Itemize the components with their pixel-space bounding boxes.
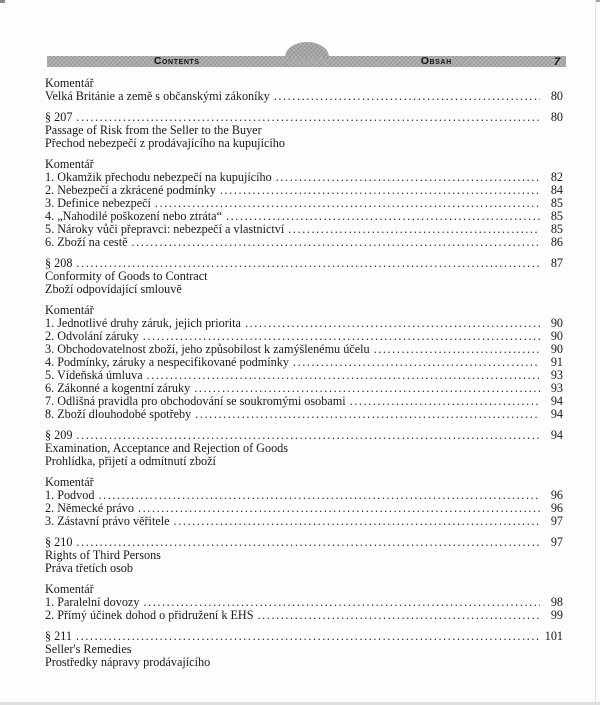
- entry-label: 3. Obchodovatelnost zboží, jeho způsobilost k zamýšlenému účelu: [45, 342, 370, 356]
- page-ref: 82: [550, 170, 563, 184]
- entry-label: § 208: [45, 256, 73, 270]
- page-ref: 85: [550, 222, 563, 236]
- entry-label: Velká Británie a země s občanskými zákoníky: [45, 89, 270, 103]
- page-ref: 98: [550, 595, 563, 609]
- entry-label: 2. Odvolání záruky: [45, 329, 139, 343]
- toc: [45, 77, 563, 669]
- header-left-half: [47, 56, 307, 67]
- page-ref: 85: [550, 196, 563, 210]
- dot-leader: [76, 630, 540, 643]
- toc-section: [45, 429, 563, 468]
- dot-leader: [276, 171, 540, 184]
- dot-leader: [174, 515, 540, 528]
- section-title-cs: Zboží odpovídající smlouvě: [45, 282, 182, 296]
- page-ref: 96: [550, 501, 563, 515]
- entry-label: 1. Podvod: [45, 488, 95, 502]
- dot-leader: [293, 356, 540, 369]
- entry-label: § 209: [45, 428, 73, 442]
- header-contents-label: Contents: [153, 55, 200, 68]
- toc-komentar: [45, 77, 563, 103]
- entry-label: 2. Přímý účinek dohod o přidružení k EHS: [45, 608, 254, 622]
- entry-label: 2. Německé právo: [45, 501, 134, 515]
- dot-leader: [132, 236, 540, 249]
- entry-label: 1. Jednotlivé druhy záruk, jejich priorita: [45, 316, 241, 330]
- scan-corner-mark: [0, 0, 5, 3]
- entry-label: 3. Zástavní právo věřitele: [45, 514, 170, 528]
- entry-label: 5. Nároky vůči přepravci: nebezpečí a vlastnictví: [45, 222, 285, 236]
- page-ref: 80: [550, 110, 563, 124]
- toc-komentar: [45, 158, 563, 249]
- toc-item-row: [45, 515, 563, 528]
- entry-label: 6. Zákonné a kogentní záruky: [45, 381, 191, 395]
- scan-corner-mark: [596, 0, 600, 2]
- toc-item-row: [45, 90, 563, 103]
- komentar-heading: Komentář: [45, 157, 94, 171]
- komentar-heading: Komentář: [45, 76, 94, 90]
- toc-komentar: [45, 304, 563, 421]
- dot-leader: [98, 489, 540, 502]
- page-ref: 90: [550, 342, 563, 356]
- entry-label: 2. Nebezpečí a zkrácené podmínky: [45, 183, 216, 197]
- page-ref: 93: [550, 381, 563, 395]
- toc-section: [45, 111, 563, 150]
- page-ref: 87: [550, 256, 563, 270]
- page-ref: 90: [550, 316, 563, 330]
- dot-leader: [374, 343, 540, 356]
- page-ref: 91: [550, 355, 563, 369]
- page-ref: 94: [550, 394, 563, 408]
- page-ref: 94: [550, 407, 563, 421]
- dot-leader: [274, 90, 540, 103]
- toc-section: [45, 257, 563, 296]
- section-title-en: Seller's Remedies: [45, 642, 132, 656]
- entry-label: 5. Vídeňská úmluva: [45, 368, 143, 382]
- section-title-en: Rights of Third Persons: [45, 548, 161, 562]
- entry-label: 6. Zboží na cestě: [45, 235, 128, 249]
- dot-leader: [288, 223, 540, 236]
- komentar-heading: Komentář: [45, 303, 94, 317]
- section-title-cs: Přechod nebezpečí z prodávajícího na kupujícího: [45, 136, 285, 150]
- entry-label: 4. „Nahodilé poškození nebo ztráta“: [45, 209, 222, 223]
- dot-leader: [195, 408, 540, 421]
- komentar-heading: Komentář: [45, 475, 94, 489]
- dot-leader: [220, 184, 540, 197]
- page-ref: 96: [550, 488, 563, 502]
- toc-item-row: [45, 609, 563, 622]
- header-obsah-label: Obsah: [420, 55, 452, 68]
- dot-leader: [258, 609, 540, 622]
- page-ref: 86: [550, 235, 563, 249]
- dot-leader: [138, 502, 540, 515]
- dot-leader: [147, 369, 540, 382]
- entry-label: 1. Okamžik přechodu nebezpečí na kupujícího: [45, 170, 272, 184]
- page-edge-line: [595, 0, 596, 705]
- entry-label: § 211: [45, 629, 72, 643]
- dot-leader: [245, 317, 540, 330]
- page-ref: 85: [550, 209, 563, 223]
- toc-section: [45, 630, 563, 669]
- section-title-cs: Práva třetích osob: [45, 561, 133, 575]
- section-title-en: Conformity of Goods to Contract: [45, 269, 208, 283]
- page-ref: 94: [550, 428, 563, 442]
- entry-label: 7. Odlišná pravidla pro obchodování se soukromými osobami: [45, 394, 346, 408]
- komentar-heading: Komentář: [45, 582, 94, 596]
- section-title-cs: Prohlídka, přijetí a odmítnutí zboží: [45, 454, 216, 468]
- entry-label: 4. Podmínky, záruky a nespecifikované podmínky: [45, 355, 289, 369]
- dot-leader: [350, 395, 540, 408]
- header-dome-ornament: [285, 42, 329, 57]
- header-page-number: 7: [553, 55, 560, 68]
- page-ref: 97: [550, 514, 563, 528]
- page-ref: 101: [544, 629, 563, 643]
- toc-komentar: [45, 583, 563, 622]
- header-right-half: [307, 56, 567, 67]
- running-head-bar: [47, 56, 566, 67]
- section-title-en: Examination, Acceptance and Rejection of Goods: [45, 441, 288, 455]
- page-ref: 93: [550, 368, 563, 382]
- page-ref: 99: [550, 608, 563, 622]
- page-ref: 80: [550, 89, 563, 103]
- entry-label: 8. Zboží dlouhodobé spotřeby: [45, 407, 192, 421]
- toc-item-row: [45, 236, 563, 249]
- page-ref: 97: [550, 535, 563, 549]
- entry-label: 1. Paralelní dovozy: [45, 595, 140, 609]
- section-title-cs: Prostředky nápravy prodávajícího: [45, 655, 211, 669]
- entry-label: 3. Definice nebezpečí: [45, 196, 151, 210]
- page-ref: 84: [550, 183, 563, 197]
- section-title-en: Passage of Risk from the Seller to the Buyer: [45, 123, 262, 137]
- entry-label: § 210: [45, 535, 73, 549]
- page-ref: 90: [550, 329, 563, 343]
- toc-komentar: [45, 476, 563, 528]
- toc-item-row: [45, 408, 563, 421]
- toc-section: [45, 536, 563, 575]
- entry-label: § 207: [45, 110, 73, 124]
